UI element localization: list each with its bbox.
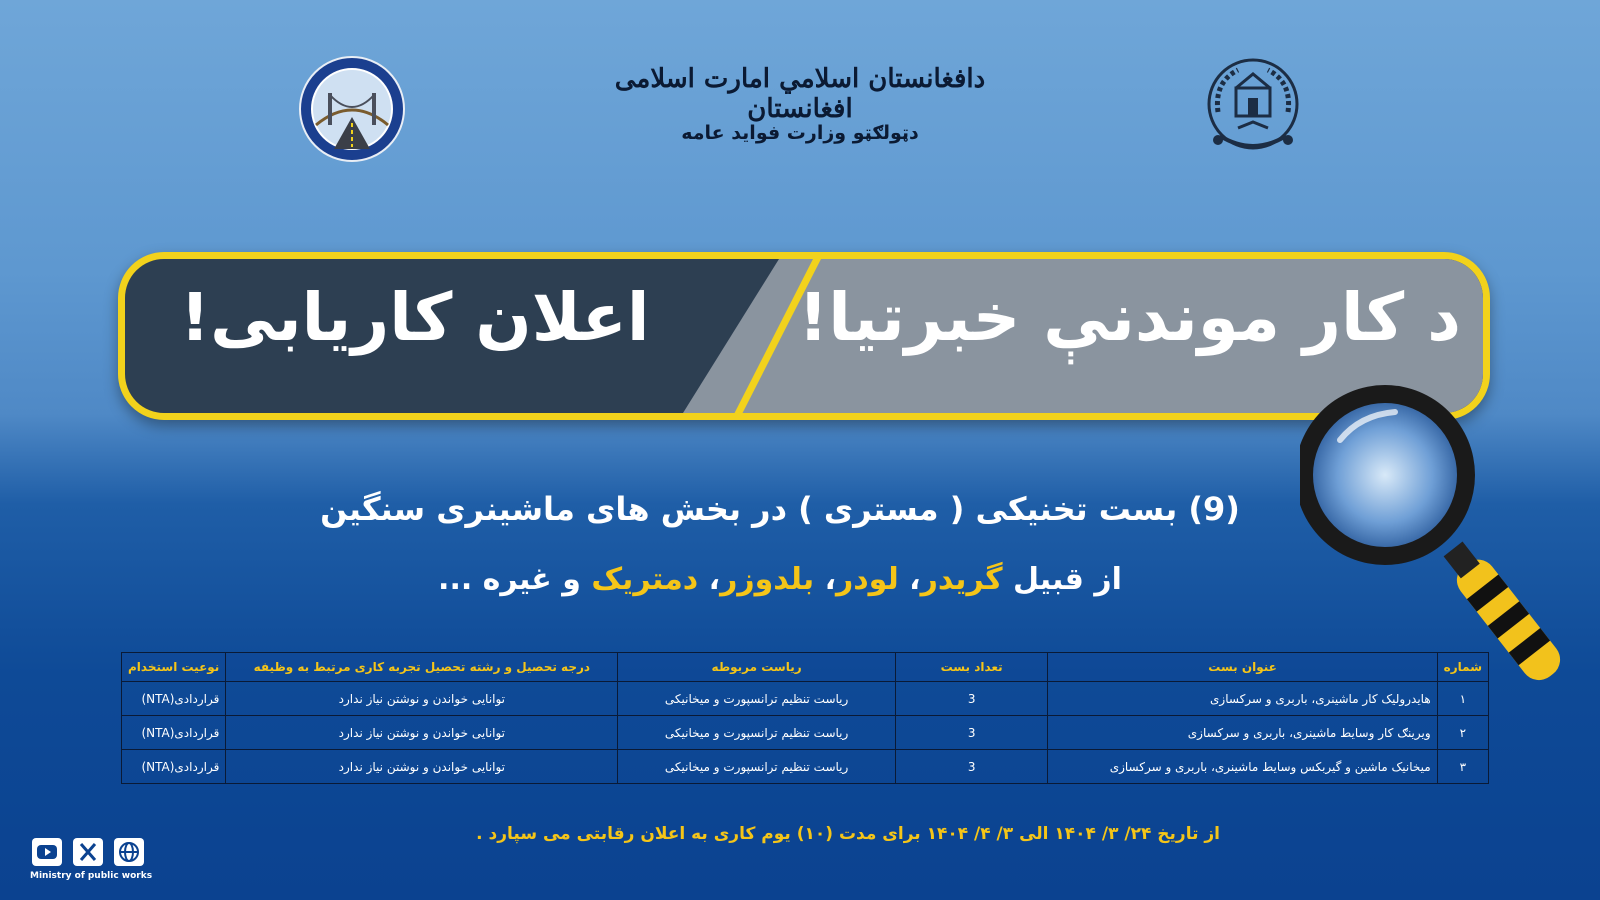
cell-dept: ریاست تنظیم ترانسپورت و میخانیکی bbox=[618, 682, 895, 716]
social-caption: Ministry of public works bbox=[30, 871, 153, 881]
cell-title: میخانیک ماشین و گیربکس وسایط ماشینری، باربری و سرکسازی bbox=[1048, 750, 1437, 784]
islamic-emirate-emblem-icon bbox=[1198, 52, 1308, 164]
cell-type: قراردادی(NTA) bbox=[122, 682, 226, 716]
deadline-note: از تاریخ ۲۴/ ۳/ ۱۴۰۴ الی ۳/ ۴/ ۱۴۰۴ برای مدت (۱۰) یوم کاری به اعلان رقابتی می سپارد . bbox=[476, 824, 1220, 844]
equipment-examples bbox=[300, 562, 1260, 597]
table-header-row bbox=[122, 653, 1489, 682]
col-header-dept: ریاست مربوطه bbox=[618, 653, 895, 682]
cell-num: ۱ bbox=[1437, 682, 1488, 716]
cell-edu: توانایی خواندن و نوشتن نیاز ندارد bbox=[226, 750, 618, 784]
vacancies-table bbox=[121, 652, 1489, 784]
example-separator: ، bbox=[909, 562, 921, 597]
cell-dept: ریاست تنظیم ترانسپورت و میخانیکی bbox=[618, 716, 895, 750]
announcement-banner bbox=[118, 252, 1490, 420]
cell-title: هایدرولیک کار ماشینری، باربری و سرکسازی bbox=[1048, 682, 1437, 716]
cell-edu: توانایی خواندن و نوشتن نیاز ندارد bbox=[226, 716, 618, 750]
table-row bbox=[122, 750, 1489, 784]
col-header-num: شماره bbox=[1437, 653, 1488, 682]
ministry-of-public-works-logo-icon bbox=[298, 55, 406, 163]
cell-type: قراردادی(NTA) bbox=[122, 750, 226, 784]
cell-num: ۲ bbox=[1437, 716, 1488, 750]
social-links bbox=[30, 838, 153, 888]
example-item: گریدر bbox=[920, 562, 1003, 597]
col-header-type: نوعیت استخدام bbox=[122, 653, 226, 682]
table-row bbox=[122, 716, 1489, 750]
header-title: دافغانستان اسلامي امارت اسلامی افغانستان bbox=[614, 64, 986, 124]
example-item: بلدوزر bbox=[720, 562, 815, 597]
col-header-edu: درجه تحصیل و رشته تحصیل تجربه کاری مرتبط به وظیفه bbox=[226, 653, 618, 682]
x-twitter-icon[interactable] bbox=[73, 838, 103, 866]
example-separator: ، bbox=[824, 562, 836, 597]
example-item: لودر bbox=[835, 562, 899, 597]
cell-num: ۳ bbox=[1437, 750, 1488, 784]
cell-count: 3 bbox=[895, 750, 1048, 784]
cell-edu: توانایی خواندن و نوشتن نیاز ندارد bbox=[226, 682, 618, 716]
table-row bbox=[122, 682, 1489, 716]
banner-title-pashto: د کار موندنې خبرتیا! bbox=[798, 279, 1461, 356]
example-separator: ، bbox=[708, 562, 721, 597]
cell-title: ویرینګ کار وسایط ماشینری، باربری و سرکسازی bbox=[1048, 716, 1437, 750]
cell-type: قراردادی(NTA) bbox=[122, 716, 226, 750]
example-item: دمتریک bbox=[591, 562, 699, 597]
positions-summary: (9) بست تخنیکی ( مستری ) در بخش های ماشینری سنگین bbox=[320, 490, 1240, 528]
header-subtitle: دټولګټو وزارت فواید عامه bbox=[681, 122, 919, 144]
examples-prefix: از قبیل bbox=[1013, 562, 1122, 597]
col-header-count: تعداد بست bbox=[895, 653, 1048, 682]
banner-title-dari: اعلان کاریابی! bbox=[180, 279, 650, 356]
col-header-title: عنوان بست bbox=[1048, 653, 1437, 682]
globe-icon[interactable] bbox=[114, 838, 144, 866]
cell-dept: ریاست تنظیم ترانسپورت و میخانیکی bbox=[618, 750, 895, 784]
youtube-icon[interactable] bbox=[32, 838, 62, 866]
cell-count: 3 bbox=[895, 716, 1048, 750]
cell-count: 3 bbox=[895, 682, 1048, 716]
examples-suffix: و غیره ... bbox=[438, 562, 581, 597]
